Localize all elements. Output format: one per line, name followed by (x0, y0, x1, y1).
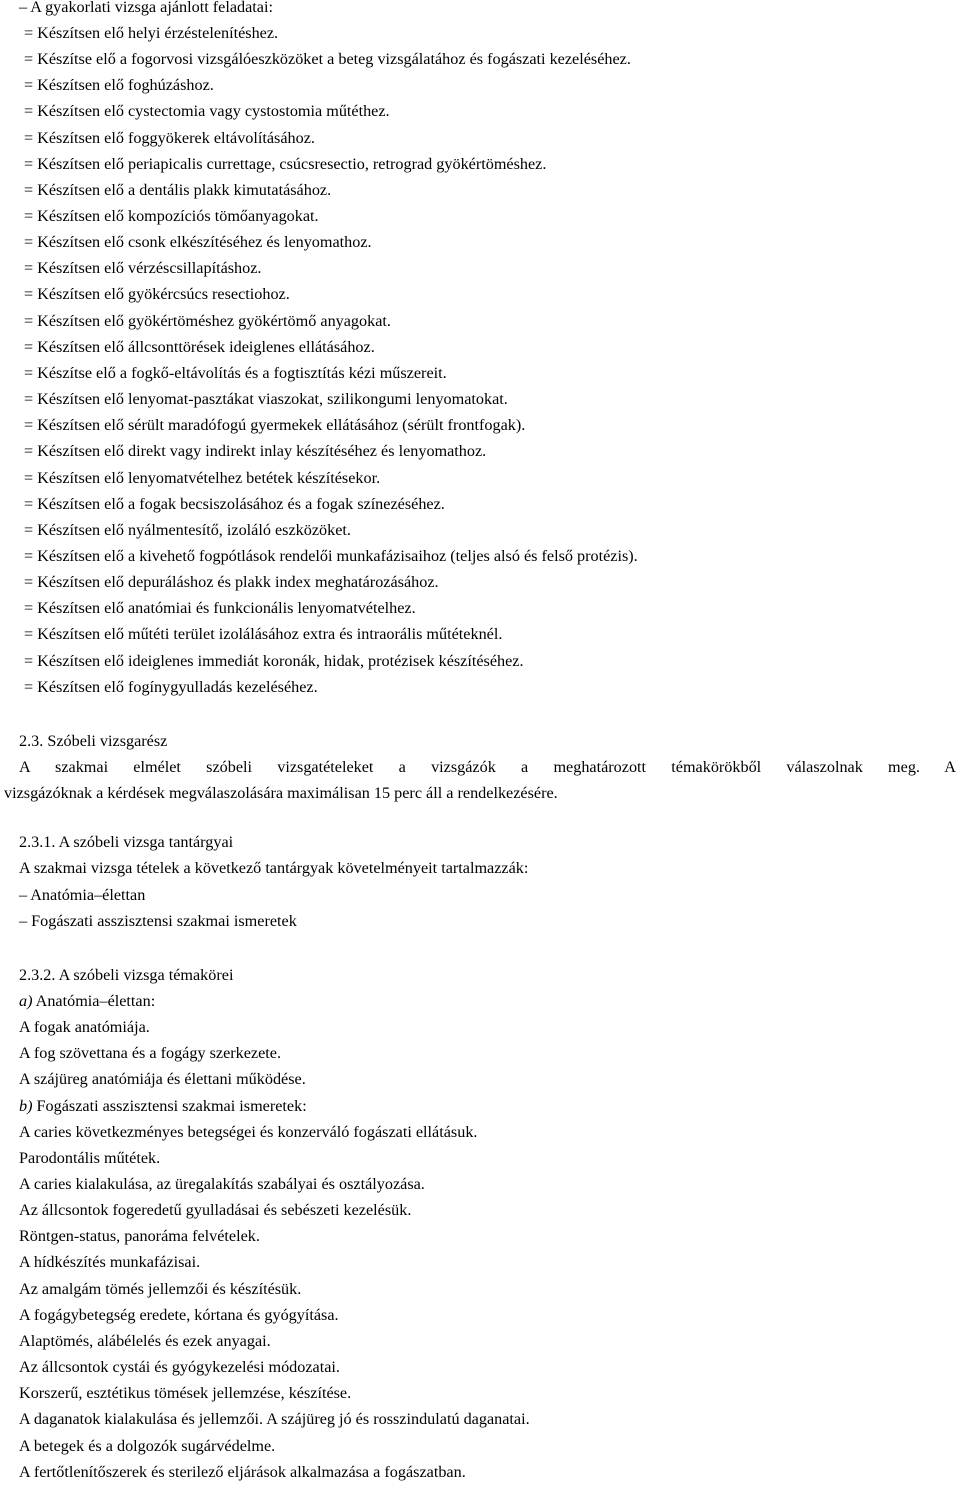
task-item: = Készítsen elő vérzéscsillapításhoz. (24, 259, 262, 277)
task-item: = Készítsen elő foggyökerek eltávolításához. (24, 129, 315, 147)
task-item: = Készítsen elő anatómiai és funkcionális lenyomatvételhez. (24, 599, 416, 617)
topic-item: Az állcsontok fogeredetű gyulladásai és sebészeti kezelésük. (19, 1201, 412, 1219)
task-item: = Készítsen elő sérült maradófogú gyermekek ellátásához (sérült frontfogak). (24, 416, 526, 434)
task-item: = Készítsen elő foghúzáshoz. (24, 76, 214, 94)
topic-group-a-title (19, 991, 155, 1011)
topic-item: A fogágybetegség eredete, kórtana és gyógyítása. (19, 1306, 339, 1324)
topic-item: Korszerű, esztétikus tömések jellemzése, készítése. (19, 1384, 352, 1402)
topic-item: A caries következményes betegségei és konzerváló fogászati ellátásuk. (19, 1123, 478, 1141)
topic-item: A hídkészítés munkafázisai. (19, 1253, 201, 1271)
task-item: = Készítsen elő műtéti terület izolálásához extra és intraorális műtéteknél. (24, 625, 503, 643)
topic-item: A fertőtlenítőszerek és sterilező eljárások alkalmazása a fogászatban. (19, 1463, 466, 1481)
oral-exam-heading: 2.3. Szóbeli vizsgarész (19, 732, 168, 750)
subjects-heading: 2.3.1. A szóbeli vizsga tantárgyai (19, 833, 234, 851)
group-a-title-text: Anatómia–élettan: (32, 992, 156, 1010)
topic-item: A daganatok kialakulása és jellemzői. A szájüreg jó és rosszindulatú daganatai. (19, 1410, 530, 1428)
group-a-marker: a) (19, 992, 33, 1010)
task-item: = Készítsen elő a dentális plakk kimutatásához. (24, 181, 332, 199)
task-item: = Készítse elő a fogkő-eltávolítás és a fogtisztítás kézi műszereit. (24, 364, 447, 382)
subjects-intro: A szakmai vizsga tételek a következő tantárgyak követelményeit tartalmazzák: (19, 859, 529, 877)
task-item: = Készítsen elő periapicalis currettage, csúcsresectio, retrograd gyökértöméshez. (24, 155, 547, 173)
task-item: = Készítse elő a fogorvosi vizsgálóeszközöket a beteg vizsgálatához és fogászati kezeléséhez. (24, 50, 631, 68)
task-item: = Készítsen elő helyi érzéstelenítéshez. (24, 24, 279, 42)
topics-heading: 2.3.2. A szóbeli vizsga témakörei (19, 966, 234, 984)
task-item: = Készítsen elő a fogak becsiszolásához és a fogak színezéséhez. (24, 495, 445, 513)
task-item: = Készítsen elő fogínygyulladás kezeléséhez. (24, 678, 318, 696)
topic-item: Az amalgám tömés jellemzői és készítésük. (19, 1280, 302, 1298)
task-item: = Készítsen elő kompozíciós tömőanyagokat. (24, 207, 319, 225)
topic-item: A fog szövettana és a fogágy szerkezete. (19, 1044, 282, 1062)
topic-item: A szájüreg anatómiája és élettani működése. (19, 1070, 306, 1088)
task-item: = Készítsen elő lenyomatvételhez betétek készítésekor. (24, 469, 381, 487)
subject-item: – Fogászati asszisztensi szakmai ismeretek (19, 912, 297, 930)
task-item: = Készítsen elő a kivehető fogpótlások rendelői munkafázisaihoz (teljes alsó és felső protézis). (24, 547, 638, 565)
subject-item: – Anatómia–élettan (19, 886, 146, 904)
topic-item: Alaptömés, alábélelés és ezek anyagai. (19, 1332, 271, 1350)
topic-item: Röntgen-status, panoráma felvételek. (19, 1227, 260, 1245)
task-item: = Készítsen elő nyálmentesítő, izoláló eszközöket. (24, 521, 351, 539)
task-item: = Készítsen elő cystectomia vagy cystostomia műtéthez. (24, 102, 390, 120)
group-b-marker: b) (19, 1097, 33, 1115)
task-item: = Készítsen elő depuráláshoz és plakk index meghatározásához. (24, 573, 439, 591)
task-item: = Készítsen elő gyökértöméshez gyökértömő anyagokat. (24, 312, 391, 330)
task-item: = Készítsen elő állcsonttörések ideiglenes ellátásához. (24, 338, 375, 356)
practical-tasks-heading: – A gyakorlati vizsga ajánlott feladatai: (19, 0, 273, 16)
task-item: = Készítsen elő ideiglenes immediát koronák, hidak, protézisek készítéséhez. (24, 652, 524, 670)
task-item: = Készítsen elő lenyomat-pasztákat viaszokat, szilikongumi lenyomatokat. (24, 390, 508, 408)
topic-item: Az állcsontok cystái és gyógykezelési módozatai. (19, 1358, 340, 1376)
topic-item: A caries kialakulása, az üregalakítás szabályai és osztályozása. (19, 1175, 425, 1193)
group-b-title-text: Fogászati asszisztensi szakmai ismeretek: (32, 1097, 307, 1115)
oral-exam-paragraph-line-2: vizsgázóknak a kérdések megválaszolására maximálisan 15 perc áll a rendelkezésére. (4, 784, 558, 802)
oral-exam-paragraph-line-1: A szakmai elmélet szóbeli vizsgatételeket a vizsgázók a meghatározott témakörökből válaszolnak meg. A (19, 758, 956, 776)
topic-item: A betegek és a dolgozók sugárvédelme. (19, 1437, 276, 1455)
task-item: = Készítsen elő direkt vagy indirekt inlay készítéséhez és lenyomathoz. (24, 442, 487, 460)
task-item: = Készítsen elő gyökércsúcs resectiohoz. (24, 285, 290, 303)
topic-group-b-title (19, 1096, 307, 1116)
topic-item: Parodontális műtétek. (19, 1149, 161, 1167)
task-item: = Készítsen elő csonk elkészítéséhez és lenyomathoz. (24, 233, 372, 251)
topic-item: A fogak anatómiája. (19, 1018, 150, 1036)
